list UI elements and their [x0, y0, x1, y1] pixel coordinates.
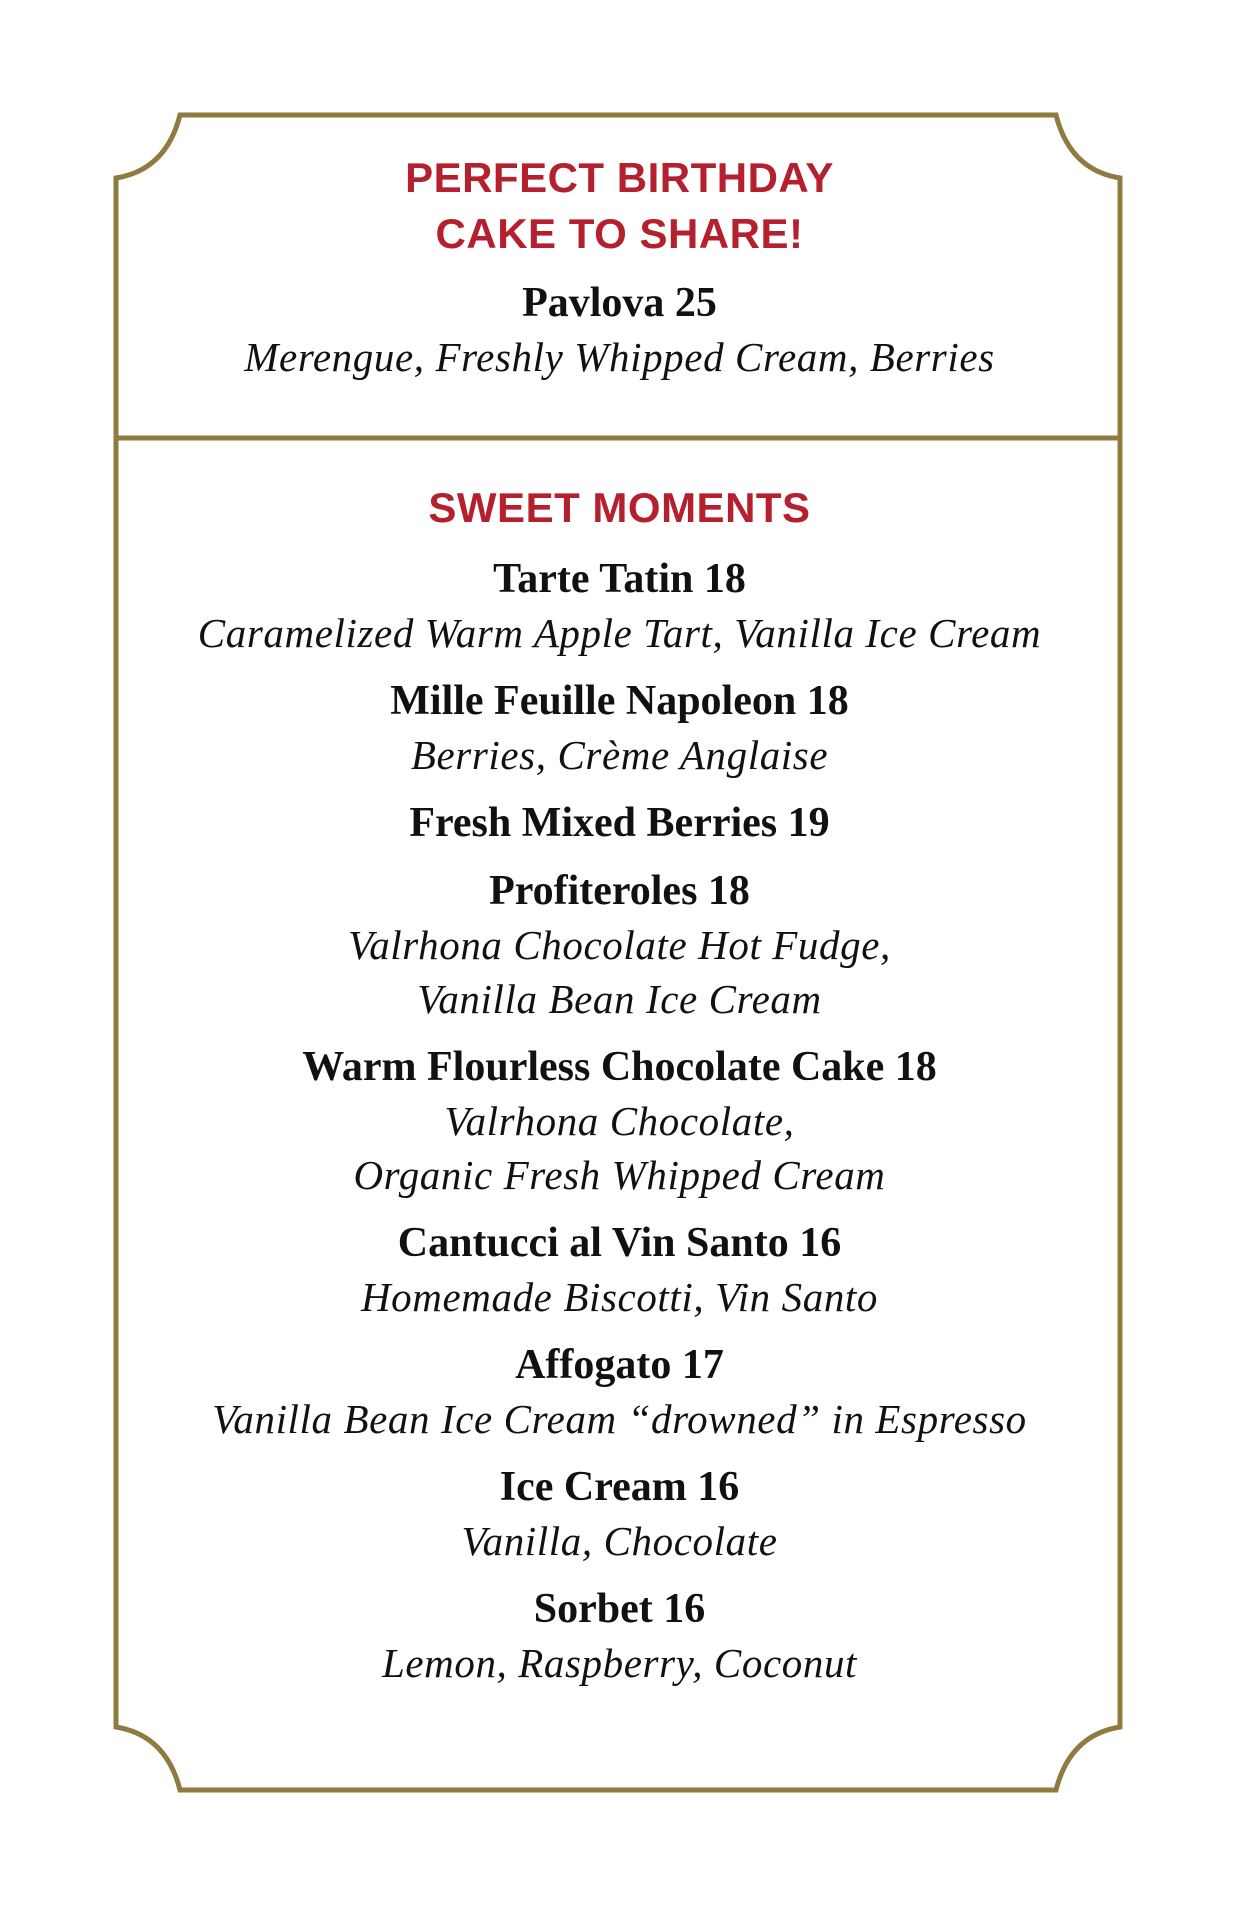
item-description: Organic Fresh Whipped Cream [353, 1152, 886, 1198]
item-name: Ice Cream 16 [499, 1464, 740, 1510]
menu-item [118, 1460, 1121, 1568]
item-name: Fresh Mixed Berries 19 [409, 800, 830, 846]
menu-item [118, 796, 1121, 850]
menu-item [118, 276, 1121, 384]
item-name: Sorbet 16 [533, 1586, 706, 1632]
item-description: Vanilla Bean Ice Cream [417, 976, 822, 1022]
dessert-list [118, 552, 1121, 1690]
item-description: Homemade Biscotti, Vin Santo [360, 1274, 879, 1320]
item-name: Warm Flourless Chocolate Cake 18 [302, 1044, 937, 1090]
item-description: Merengue, Freshly Whipped Cream, Berries [244, 334, 995, 380]
sweet-moments-section [118, 480, 1121, 1704]
menu-item [118, 674, 1121, 782]
item-name: Mille Feuille Napoleon 18 [390, 678, 849, 724]
item-description: Berries, Crème Anglaise [410, 732, 829, 778]
menu-item [118, 552, 1121, 660]
birthday-heading-line1: PERFECT BIRTHDAY [405, 154, 834, 201]
item-name: Affogato 17 [515, 1342, 724, 1388]
menu-item [118, 1338, 1121, 1446]
item-description: Valrhona Chocolate, [444, 1098, 795, 1144]
item-description: Vanilla, Chocolate [461, 1518, 778, 1564]
item-name: Cantucci al Vin Santo 16 [397, 1220, 842, 1266]
menu-item [118, 1216, 1121, 1324]
item-name: Profiteroles 18 [489, 868, 750, 914]
item-name: Pavlova 25 [522, 280, 717, 326]
menu-item [118, 864, 1121, 1026]
birthday-heading-line2: CAKE TO SHARE! [435, 210, 804, 257]
birthday-section [118, 150, 1121, 398]
menu-item [118, 1040, 1121, 1202]
item-description: Lemon, Raspberry, Coconut [381, 1640, 858, 1686]
item-name: Tarte Tatin 18 [493, 556, 746, 602]
menu-item [118, 1582, 1121, 1690]
item-description: Valrhona Chocolate Hot Fudge, [348, 922, 891, 968]
item-description: Vanilla Bean Ice Cream “drowned” in Espresso [212, 1396, 1027, 1442]
item-description: Caramelized Warm Apple Tart, Vanilla Ice Cream [197, 610, 1042, 656]
sweet-moments-heading: SWEET MOMENTS [428, 484, 811, 531]
